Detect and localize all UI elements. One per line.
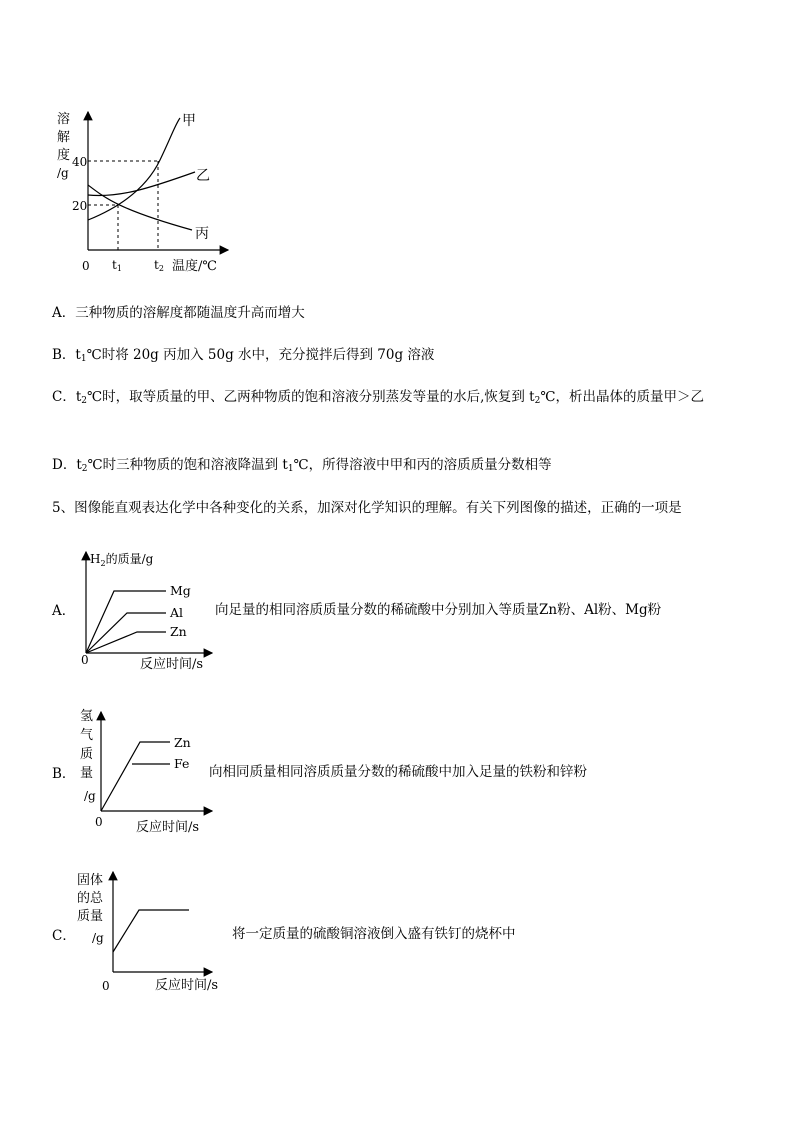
graph-c-description: 将一定质量的硫酸铜溶液倒入盛有铁钉的烧杯中 xyxy=(232,926,516,942)
graph-c-y-label-2: 的总 xyxy=(77,891,104,906)
graph-a-y-label: $H_2$的质量/g xyxy=(90,552,154,568)
origin-label: 0 xyxy=(82,259,90,273)
graph-b-description: 向相同质量相同溶质质量分数的稀硫酸中加入足量的铁粉和锌粉 xyxy=(209,764,587,780)
option-d-text2: ℃，所得溶液中甲和丙的溶质质量分数相等 xyxy=(293,457,552,473)
option-a: A．三种物质的溶解度都随温度升高而增大 xyxy=(52,305,305,321)
graph-b-y-label-1: 氢 xyxy=(80,709,94,724)
graph-a-x-label: 反应时间/s xyxy=(140,657,204,672)
graph-b-y-label-4: 量 xyxy=(80,766,94,781)
graph-a-line-al xyxy=(86,613,166,653)
y-tick-20: 20 xyxy=(72,199,88,213)
option-d xyxy=(52,453,552,481)
graph-c-x-label: 反应时间/s xyxy=(155,978,219,993)
graph-b-y-label-3: 质 xyxy=(80,747,94,762)
y-unit: /g xyxy=(57,166,69,180)
label-jia: 甲 xyxy=(182,113,196,129)
graph-b-y-unit: /g xyxy=(84,789,96,803)
option-b-text: ℃时将 20g 丙加入 50g 水中，充分搅拌后得到 70g 溶液 xyxy=(86,347,435,363)
graph-a-series-mg: Mg xyxy=(170,583,191,598)
graph-b-origin: 0 xyxy=(95,815,103,829)
solubility-chart xyxy=(0,0,794,290)
option-c-sub: 2 xyxy=(81,396,87,406)
curve-yi xyxy=(88,172,195,196)
option-c-letter: C．t xyxy=(52,389,82,405)
graph-b-line-zn xyxy=(101,742,170,811)
option-d-sub2: 1 xyxy=(287,464,294,474)
option-c-sub2: 2 xyxy=(534,396,541,406)
graph-a-line-mg xyxy=(86,591,166,653)
y-label-3: 度 xyxy=(57,148,71,163)
option-b-sub: 1 xyxy=(80,354,87,364)
graph-a-origin: 0 xyxy=(81,653,89,667)
graph-b-series-zn: Zn xyxy=(174,735,191,750)
graph-b-y-label-2: 气 xyxy=(80,728,94,743)
graph-a-letter: A． xyxy=(52,603,76,619)
graph-c-line xyxy=(113,910,189,952)
graph-a-description: 向足量的相同溶质质量分数的稀硫酸中分别加入等质量Zn粉、Al粉、Mg粉 xyxy=(215,602,662,618)
option-c xyxy=(52,384,752,414)
graph-c-origin: 0 xyxy=(102,979,110,993)
graph-c-y-label-3: 质量 xyxy=(77,909,104,924)
y-label-1: 溶 xyxy=(57,112,71,127)
graph-a-series-zn: Zn xyxy=(170,624,187,639)
graph-c-y-label-1: 固体 xyxy=(77,873,104,888)
graph-b-series-fe: Fe xyxy=(174,756,190,771)
curve-bing xyxy=(88,185,192,230)
graph-c-y-unit: /g xyxy=(92,931,104,945)
y-tick-40: 40 xyxy=(72,155,88,169)
y-label-2: 解 xyxy=(57,130,71,145)
option-d-text1: ℃时三种物质的饱和溶液降温到 t xyxy=(87,457,288,473)
option-b-letter: B．t xyxy=(52,347,81,363)
option-b xyxy=(52,343,434,371)
graph-c-letter: C． xyxy=(52,928,76,944)
x-tick-t2: t2 xyxy=(154,258,164,273)
option-d-letter: D．t xyxy=(52,457,82,473)
option-c-text1: ℃时，取等质量的甲、乙两种物质的饱和溶液分别蒸发等量的水后,恢复到 t xyxy=(87,389,535,405)
option-d-sub: 2 xyxy=(81,464,88,474)
option-c-text2: ℃，析出晶体的质量甲＞乙 xyxy=(540,389,704,405)
x-label: 温度/℃ xyxy=(172,259,217,274)
label-yi: 乙 xyxy=(196,168,210,184)
label-bing: 丙 xyxy=(195,226,209,242)
graph-a-series-al: Al xyxy=(170,605,184,620)
graph-b-x-label: 反应时间/s xyxy=(136,820,200,835)
graph-a-line-zn xyxy=(86,632,166,653)
graph-b-letter: B． xyxy=(52,766,76,782)
x-tick-t1: t1 xyxy=(112,258,122,273)
question-5-stem: 5、图像能直观表达化学中各种变化的关系，加深对化学知识的理解。有关下列图像的描述，正确的一项是 xyxy=(52,500,682,516)
